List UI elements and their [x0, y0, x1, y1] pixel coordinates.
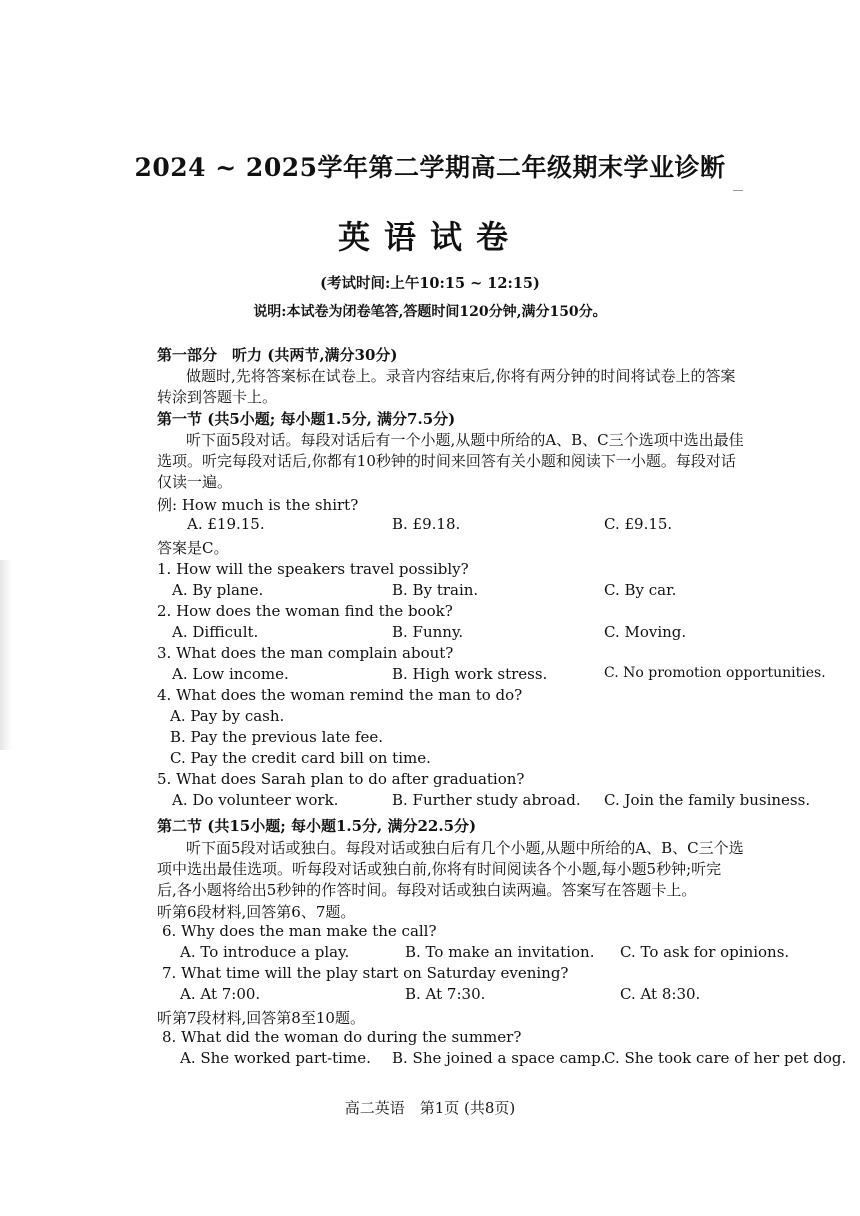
material-6-instruction: 听第6段材料,回答第6、7题。: [157, 903, 356, 921]
question-3: 3. What does the man complain about?: [157, 644, 454, 662]
question-8: 8. What did the woman do during the summer?: [162, 1028, 522, 1046]
q8-option-a: A. She worked part-time.: [180, 1049, 371, 1067]
q3-option-a: A. Low income.: [172, 665, 289, 683]
q4-option-a: A. Pay by cash.: [170, 707, 285, 725]
q8-option-c: C. She took care of her pet dog.: [604, 1049, 847, 1067]
q1-option-b: B. By train.: [392, 581, 479, 599]
example-option-b: B. £9.18.: [392, 515, 461, 533]
question-7: 7. What time will the play start on Saturday evening?: [162, 964, 569, 982]
section2-instruction-line2: 项中选出最佳选项。听每段对话或独白前,你将有时间阅读各个小题,每小题5秒钟;听完: [157, 860, 722, 878]
section2-instruction-line3: 后,各小题将给出5秒钟的作答时间。每段对话或独白读两遍。答案写在答题卡上。: [157, 881, 697, 899]
q4-option-c: C. Pay the credit card bill on time.: [170, 749, 431, 767]
q7-option-b: B. At 7:30.: [405, 985, 486, 1003]
exam-note: 说明:本试卷为闭卷笔答,答题时间120分钟,满分150分。: [253, 304, 607, 320]
question-4: 4. What does the woman remind the man to do?: [157, 686, 523, 704]
section1-instruction-line1: 听下面5段对话。每段对话后有一个小题,从题中所给的A、B、C三个选项中选出最佳: [186, 431, 744, 449]
question-2: 2. How does the woman find the book?: [157, 602, 453, 620]
q5-option-c: C. Join the family business.: [604, 791, 811, 809]
example-question: 例: How much is the shirt?: [157, 496, 359, 514]
q5-option-a: A. Do volunteer work.: [172, 791, 339, 809]
section2-instruction-line1: 听下面5段对话或独白。每段对话或独白后有几个小题,从题中所给的A、B、C三个选: [186, 839, 744, 857]
part1-heading: 第一部分 听力 (共两节,满分30分): [157, 346, 398, 364]
q2-option-a: A. Difficult.: [172, 623, 259, 641]
section2-heading: 第二节 (共15小题; 每小题1.5分, 满分22.5分): [157, 817, 477, 835]
material-7-instruction: 听第7段材料,回答第8至10题。: [157, 1009, 365, 1027]
example-option-c: C. £9.15.: [604, 515, 673, 533]
section1-instruction-line3: 仅读一遍。: [157, 473, 233, 491]
part1-instruction-line2: 转涂到答题卡上。: [157, 388, 278, 406]
question-1: 1. How will the speakers travel possibly?: [157, 560, 469, 578]
q1-option-c: C. By car.: [604, 581, 677, 599]
page-footer: 高二英语 第1页 (共8页): [344, 1099, 516, 1117]
q1-option-a: A. By plane.: [172, 581, 264, 599]
exam-title: 2024 ~ 2025学年第二学期高二年级期末学业诊断: [134, 153, 726, 182]
q6-option-c: C. To ask for opinions.: [620, 943, 790, 961]
scan-mark: [733, 190, 743, 191]
question-5: 5. What does Sarah plan to do after graduation?: [157, 770, 525, 788]
q6-option-a: A. To introduce a play.: [180, 943, 350, 961]
section1-instruction-line2: 选项。听完每段对话后,你都有10秒钟的时间来回答有关小题和阅读下一小题。每段对话: [157, 452, 736, 470]
example-option-a: A. £19.15.: [187, 515, 265, 533]
q8-option-b: B. She joined a space camp.: [392, 1049, 606, 1067]
q2-option-b: B. Funny.: [392, 623, 464, 641]
example-answer: 答案是C。: [157, 539, 229, 557]
q5-option-b: B. Further study abroad.: [392, 791, 581, 809]
question-6: 6. Why does the man make the call?: [162, 922, 437, 940]
q7-option-c: C. At 8:30.: [620, 985, 701, 1003]
subject-title: 英语试卷: [337, 218, 522, 256]
scan-edge-shadow: [0, 560, 12, 750]
q6-option-b: B. To make an invitation.: [405, 943, 595, 961]
exam-time: (考试时间:上午10:15 ~ 12:15): [320, 275, 540, 292]
section1-heading: 第一节 (共5小题; 每小题1.5分, 满分7.5分): [157, 410, 456, 428]
q4-option-b: B. Pay the previous late fee.: [170, 728, 384, 746]
q2-option-c: C. Moving.: [604, 623, 687, 641]
part1-instruction-line1: 做题时,先将答案标在试卷上。录音内容结束后,你将有两分钟的时间将试卷上的答案: [186, 367, 736, 385]
q3-option-c: C. No promotion opportunities.: [604, 665, 826, 681]
q7-option-a: A. At 7:00.: [180, 985, 261, 1003]
q3-option-b: B. High work stress.: [392, 665, 548, 683]
